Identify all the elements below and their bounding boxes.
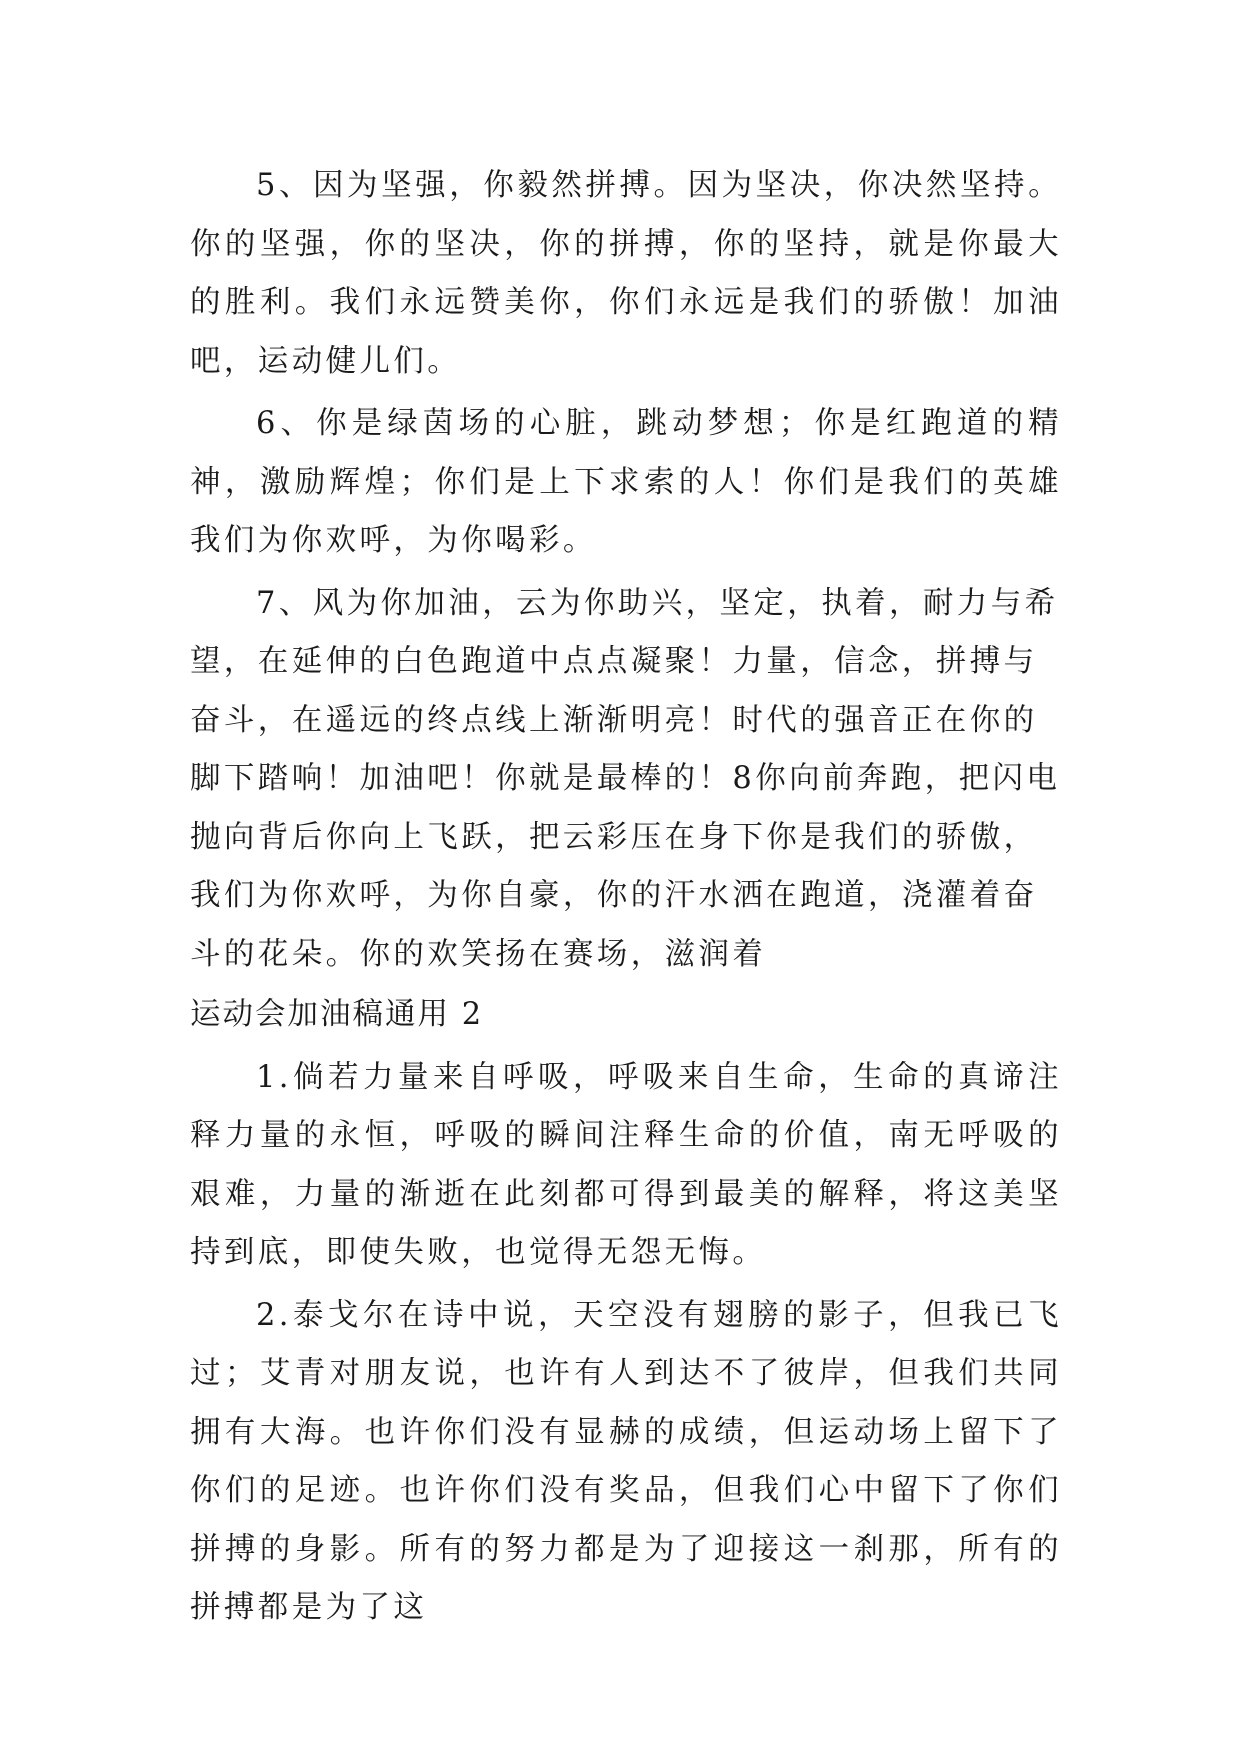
document-body [190,157,1062,1642]
paragraph-7: 7、风为你加油，云为你助兴，坚定，执着，耐力与希望，在延伸的白色跑道中点点凝聚！力量，信念，拼搏与奋斗，在遥远的终点线上渐渐明亮！时代的强音正在你的脚下踏响！加油吧！你就是最棒的！8你向前奔跑，把闪电抛向背后你向上飞跃，把云彩压在身下你是我们的骄傲，我们为你欢呼，为你自豪，你的汗水洒在跑道，浇灌着奋斗的花朵。你的欢笑扬在赛场，滋润着 [190,585,1061,972]
paragraph-5: 5、因为坚强，你毅然拼搏。因为坚决，你决然坚持。你的坚强，你的坚决，你的拼搏，你的坚持，就是你最大的胜利。我们永远赞美你，你们永远是我们的骄傲！加油吧，运动健儿们。 [190,168,1062,379]
section-heading: 运动会加油稿通用 2 [190,997,484,1032]
paragraph-6: 6、你是绿茵场的心脏，跳动梦想；你是红跑道的精神，激励辉煌；你们是上下求索的人！你们是我们的英雄我们为你欢呼，为你喝彩。 [190,406,1062,558]
paragraph-1: 1.倘若力量来自呼吸，呼吸来自生命，生命的真谛注释力量的永恒，呼吸的瞬间注释生命的价值，南无呼吸的艰难，力量的渐逝在此刻都可得到最美的解释，将这美坚持到底，即使失败，也觉得无怨无悔。 [190,1059,1062,1270]
paragraph-2: 2.泰戈尔在诗中说，天空没有翅膀的影子，但我已飞过；艾青对朋友说，也许有人到达不了彼岸，但我们共同拥有大海。也许你们没有显赫的成绩，但运动场上留下了你们的足迹。也许你们没有奖品，但我们心中留下了你们拼搏的身影。所有的努力都是为了迎接这一刹那，所有的拼搏都是为了这 [190,1297,1062,1625]
